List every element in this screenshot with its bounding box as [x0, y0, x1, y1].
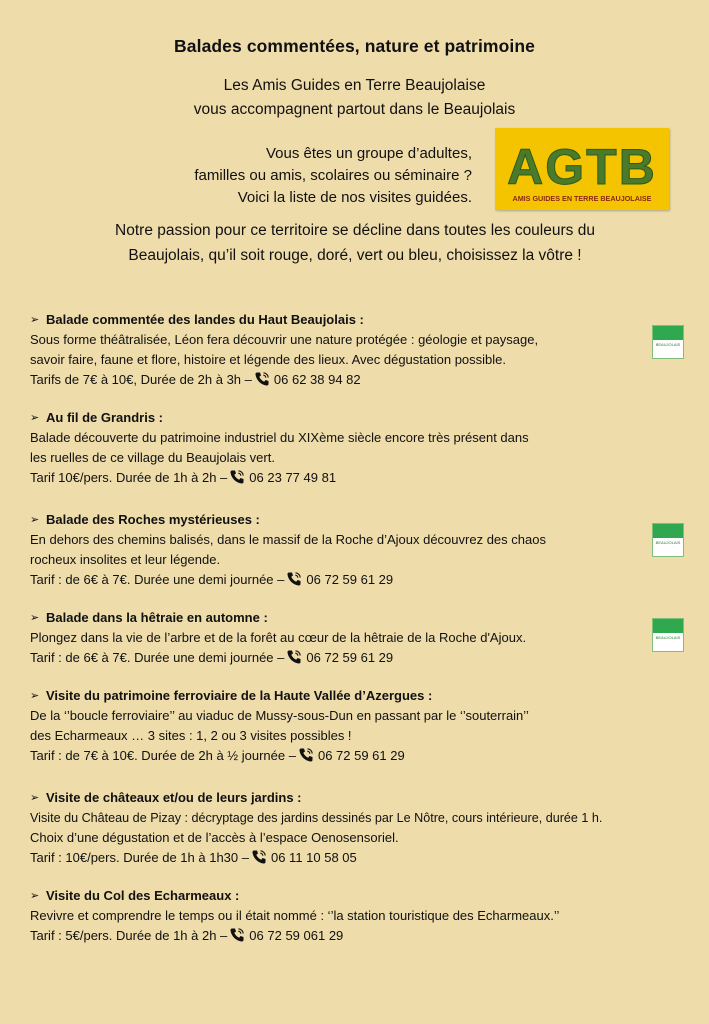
visit-entry — [30, 788, 690, 868]
phone-icon — [286, 571, 302, 587]
phone-icon — [251, 849, 267, 865]
tarif-text: Tarif 10€/pers. Durée de 1h à 2h – — [30, 470, 228, 485]
subtitle — [0, 74, 709, 122]
badge-label: BEAUJOLAIS — [655, 635, 681, 640]
visit-entry — [30, 608, 690, 668]
intro-line-3: Voici la liste de nos visites guidées. — [237, 189, 472, 206]
bullet-arrow-icon: ➢ — [30, 890, 40, 902]
visit-tarif-line — [30, 848, 690, 868]
phone-number: 06 72 59 61 29 — [306, 572, 394, 587]
phone-icon — [229, 469, 245, 485]
visit-tarif-line — [30, 648, 690, 668]
visit-title: Visite du Col des Echarmeaux : — [46, 888, 240, 903]
visit-entry — [30, 686, 690, 766]
visit-title: Balade commentée des landes du Haut Beaujolais : — [46, 312, 364, 327]
intro-text — [130, 143, 472, 209]
subtitle-line-2: vous accompagnent partout dans le Beaujolais — [193, 101, 516, 118]
visit-tarif-line — [30, 370, 690, 390]
phone-number: 06 11 10 58 05 — [270, 850, 357, 865]
bullet-arrow-icon: ➢ — [30, 792, 40, 804]
visit-tarif-line — [30, 746, 690, 766]
visit-description-line: Visite du Château de Pizay : décryptage des jardins dessinés par Le Nôtre, cours intérieure, durée 1 h. — [30, 811, 603, 825]
phone-number: 06 62 38 94 82 — [273, 372, 361, 387]
passion-text — [30, 218, 680, 268]
bullet-arrow-icon: ➢ — [30, 514, 40, 526]
visit-description-line: Sous forme théâtralisée, Léon fera découvrir une nature protégée : géologie et paysage, — [30, 332, 539, 347]
bullet-arrow-icon: ➢ — [30, 612, 40, 624]
visit-description-line: Plongez dans la vie de l’arbre et de la forêt au cœur de la hêtraie de la Roche d'Ajoux. — [30, 630, 527, 645]
logo-caption: AMIS GUIDES EN TERRE BEAUJOLAISE — [512, 194, 652, 203]
visit-tarif-line — [30, 468, 690, 488]
visit-description-line: des Echarmeaux … 3 sites : 1, 2 ou 3 visites possibles ! — [30, 728, 352, 743]
tarif-text: Tarif : de 6€ à 7€. Durée une demi journée – — [30, 572, 285, 587]
visit-description-line: les ruelles de ce village du Beaujolais vert. — [30, 450, 275, 465]
phone-icon — [254, 371, 270, 387]
tarif-text: Tarif : 5€/pers. Durée de 1h à 2h – — [30, 928, 228, 943]
subtitle-line-1: Les Amis Guides en Terre Beaujolaise — [223, 77, 486, 94]
badge-label: BEAUJOLAIS — [655, 540, 681, 545]
tarif-text: Tarif : 10€/pers. Durée de 1h à 1h30 – — [30, 850, 249, 865]
visit-entry — [30, 886, 690, 946]
tarif-text: Tarifs de 7€ à 10€, Durée de 2h à 3h – — [30, 372, 252, 387]
bullet-arrow-icon: ➢ — [30, 314, 40, 326]
visit-tarif-line — [30, 570, 690, 590]
phone-icon — [229, 927, 245, 943]
visit-description-line: Choix d’une dégustation et de l’accès à l’espace Oenosensoriel. — [30, 830, 399, 845]
beaujolais-badge-icon — [652, 523, 684, 557]
visit-entry — [30, 310, 690, 390]
visit-title: Visite du patrimoine ferroviaire de la Haute Vallée d’Azergues : — [46, 688, 433, 703]
visit-title: Au fil de Grandris : — [46, 410, 164, 425]
visit-entry — [30, 510, 690, 590]
visit-description-line: De la ‘’boucle ferroviaire’’ au viaduc de Mussy-sous-Dun en passant par le ‘’souterrain’’ — [30, 708, 529, 723]
visit-description-line: En dehors des chemins balisés, dans le massif de la Roche d’Ajoux découvrez des chaos — [30, 532, 546, 547]
visit-description-line: savoir faire, faune et flore, histoire et légende des lieux. Avec dégustation possible. — [30, 352, 506, 367]
visit-title: Visite de châteaux et/ou de leurs jardins : — [46, 790, 302, 805]
phone-number: 06 72 59 61 29 — [306, 650, 394, 665]
visit-description-line: Revivre et comprendre le temps ou il était nommé : ‘’la station touristique des Echarmeaux.’’ — [30, 908, 560, 923]
bullet-arrow-icon: ➢ — [30, 412, 40, 424]
badge-label: BEAUJOLAIS — [655, 342, 681, 347]
tarif-text: Tarif : de 7€ à 10€. Durée de 2h à ½ journée – — [30, 748, 296, 763]
visit-title: Balade dans la hêtraie en automne : — [46, 610, 268, 625]
phone-number: 06 23 77 49 81 — [249, 470, 337, 485]
visit-description-line: Balade découverte du patrimoine industriel du XIXème siècle encore très présent dans — [30, 430, 529, 445]
intro-line-1: Vous êtes un groupe d’adultes, — [266, 145, 472, 162]
passion-line-2: Beaujolais, qu’il soit rouge, doré, vert ou bleu, choisissez la vôtre ! — [128, 247, 582, 264]
phone-number: 06 72 59 061 29 — [249, 928, 344, 943]
page-title: Balades commentées, nature et patrimoine — [174, 36, 535, 56]
phone-icon — [298, 747, 314, 763]
agtb-logo — [495, 128, 669, 210]
visit-tarif-line — [30, 926, 690, 946]
beaujolais-badge-icon — [652, 325, 684, 359]
bullet-arrow-icon: ➢ — [30, 690, 40, 702]
visit-entry — [30, 408, 690, 488]
logo-letters: AGTB — [507, 139, 657, 195]
visit-title: Balade des Roches mystérieuses : — [46, 512, 260, 527]
beaujolais-badge-icon — [652, 618, 684, 652]
visit-description-line: rocheux insolites et leur légende. — [30, 552, 221, 567]
tarif-text: Tarif : de 6€ à 7€. Durée une demi journée – — [30, 650, 285, 665]
phone-icon — [286, 649, 302, 665]
phone-number: 06 72 59 61 29 — [317, 748, 405, 763]
intro-line-2: familles ou amis, scolaires ou séminaire ? — [194, 167, 472, 184]
passion-line-1: Notre passion pour ce territoire se décline dans toutes les couleurs du — [115, 222, 595, 239]
